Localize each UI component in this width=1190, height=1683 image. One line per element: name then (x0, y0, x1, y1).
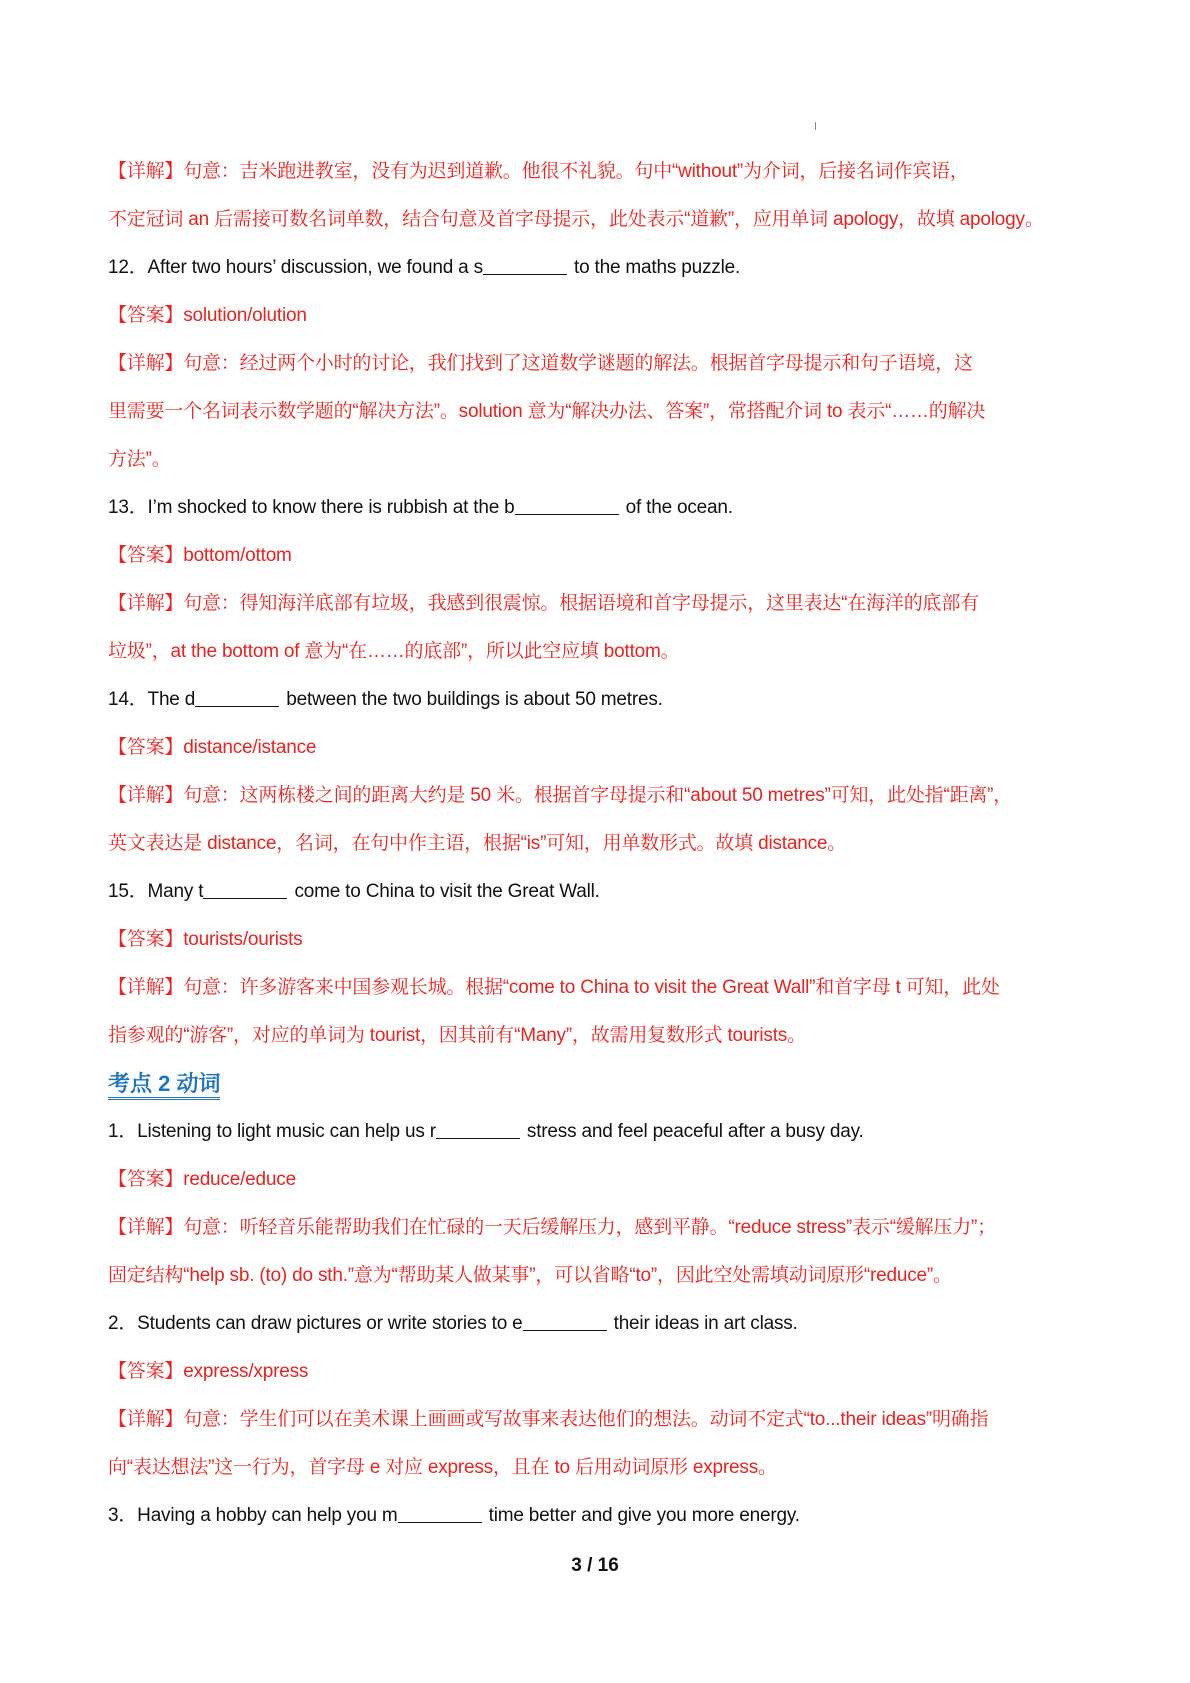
q11-detail-line-1: 【详解】句意：吉米跑进教室，没有为迟到道歉。他很不礼貌。句中“without”为介词，后接名词作宾语， (108, 161, 969, 182)
question-14-detail-1: 【详解】句意：这两栋楼之间的距离大约是 50 米。根据首字母提示和“about 50 metres”可知，此处指“距离”， (108, 785, 1013, 806)
verb-question-1 (108, 1108, 1093, 1156)
verb-question-3-blank (398, 1504, 482, 1523)
question-12-answer: 【答案】solution/olution (108, 305, 307, 326)
question-12-detail-2: 里需要一个名词表示数学题的“解决方法”。solution 意为“解决办法、答案”，常搭配介词 to 表示“……的解决 (108, 401, 986, 422)
page-content (108, 148, 1093, 1540)
verb-question-2-prefix: 2．Students can draw pictures or write stories to e (108, 1313, 523, 1334)
verb-question-3-suffix: time better and give you more energy. (483, 1505, 800, 1526)
question-13 (108, 484, 1093, 532)
verb-question-2-answer: 【答案】express/xpress (108, 1361, 309, 1382)
verb-question-2-detail-1: 【详解】句意：学生们可以在美术课上画画或写故事来表达他们的想法。动词不定式“to...their ideas”明确指 (108, 1409, 989, 1430)
q11-detail-line-2: 不定冠词 an 后需接可数名词单数，结合句意及首字母提示，此处表示“道歉”，应用单词 apology，故填 apology。 (108, 209, 1044, 230)
verb-question-1-answer: 【答案】reduce/educe (108, 1169, 296, 1190)
header-mark (815, 122, 816, 130)
verb-question-3 (108, 1492, 1093, 1540)
verb-question-1-prefix: 1．Listening to light music can help us r (108, 1121, 436, 1142)
question-13-answer: 【答案】bottom/ottom (108, 545, 292, 566)
question-13-suffix: of the ocean. (620, 497, 733, 518)
verb-question-1-suffix: stress and feel peaceful after a busy day. (521, 1121, 864, 1142)
question-12-suffix: to the maths puzzle. (568, 257, 741, 278)
verb-question-1-detail-2: 固定结构“help sb. (to) do sth.”意为“帮助某人做某事”，可以省略“to”，因此空处需填动词原形“reduce”。 (108, 1265, 952, 1286)
question-13-blank (515, 496, 619, 515)
question-15-blank (203, 880, 287, 899)
question-15-detail-2: 指参观的“游客”，对应的单词为 tourist，因其前有“Many”，故需用复数形式 tourists。 (108, 1025, 806, 1046)
question-15-detail-1: 【详解】句意：许多游客来中国参观长城。根据“come to China to visit the Great Wall”和首字母 t 可知，此处 (108, 977, 1000, 998)
verb-question-2-detail-2: 向“表达想法”这一行为，首字母 e 对应 express，且在 to 后用动词原形 express。 (108, 1457, 777, 1478)
verb-question-1-detail-1: 【详解】句意：听轻音乐能帮助我们在忙碌的一天后缓解压力，感到平静。“reduce stress”表示“缓解压力”； (108, 1217, 996, 1238)
verb-question-2 (108, 1300, 1093, 1348)
question-14-detail-2: 英文表达是 distance，名词，在句中作主语，根据“is”可知，用单数形式。故填 distance。 (108, 833, 847, 854)
question-12 (108, 244, 1093, 292)
verb-question-2-suffix: their ideas in art class. (608, 1313, 798, 1334)
question-13-prefix: 13．I’m shocked to know there is rubbish at the b (108, 497, 515, 518)
question-13-detail-2: 垃圾”，at the bottom of 意为“在……的底部”，所以此空应填 bottom。 (108, 641, 680, 662)
section-heading-text: 考点 2 动词 (108, 1071, 220, 1100)
question-14-suffix: between the two buildings is about 50 metres. (281, 689, 663, 710)
question-14-blank (195, 688, 279, 707)
question-15-prefix: 15．Many t (108, 881, 204, 902)
question-12-detail-1: 【详解】句意：经过两个小时的讨论，我们找到了这道数学谜题的解法。根据首字母提示和句子语境，这 (108, 353, 973, 374)
question-13-detail-1: 【详解】句意：得知海洋底部有垃圾，我感到很震惊。根据语境和首字母提示，这里表达“在海洋的底部有 (108, 593, 979, 614)
question-14 (108, 676, 1093, 724)
page-number: 3 / 16 (571, 1555, 619, 1576)
question-14-prefix: 14．The d (108, 689, 196, 710)
verb-question-2-blank (523, 1312, 607, 1331)
question-12-detail-3: 方法”。 (108, 449, 171, 470)
verb-question-1-blank (436, 1120, 520, 1139)
section-heading-verbs (108, 1060, 1093, 1108)
verb-question-3-prefix: 3．Having a hobby can help you m (108, 1505, 398, 1526)
question-15-suffix: come to China to visit the Great Wall. (289, 881, 600, 902)
question-15 (108, 868, 1093, 916)
question-12-prefix: 12．After two hours’ discussion, we found a s (108, 257, 483, 278)
question-14-answer: 【答案】distance/istance (108, 737, 317, 758)
question-12-blank (483, 256, 567, 275)
question-15-answer: 【答案】tourists/ourists (108, 929, 303, 950)
